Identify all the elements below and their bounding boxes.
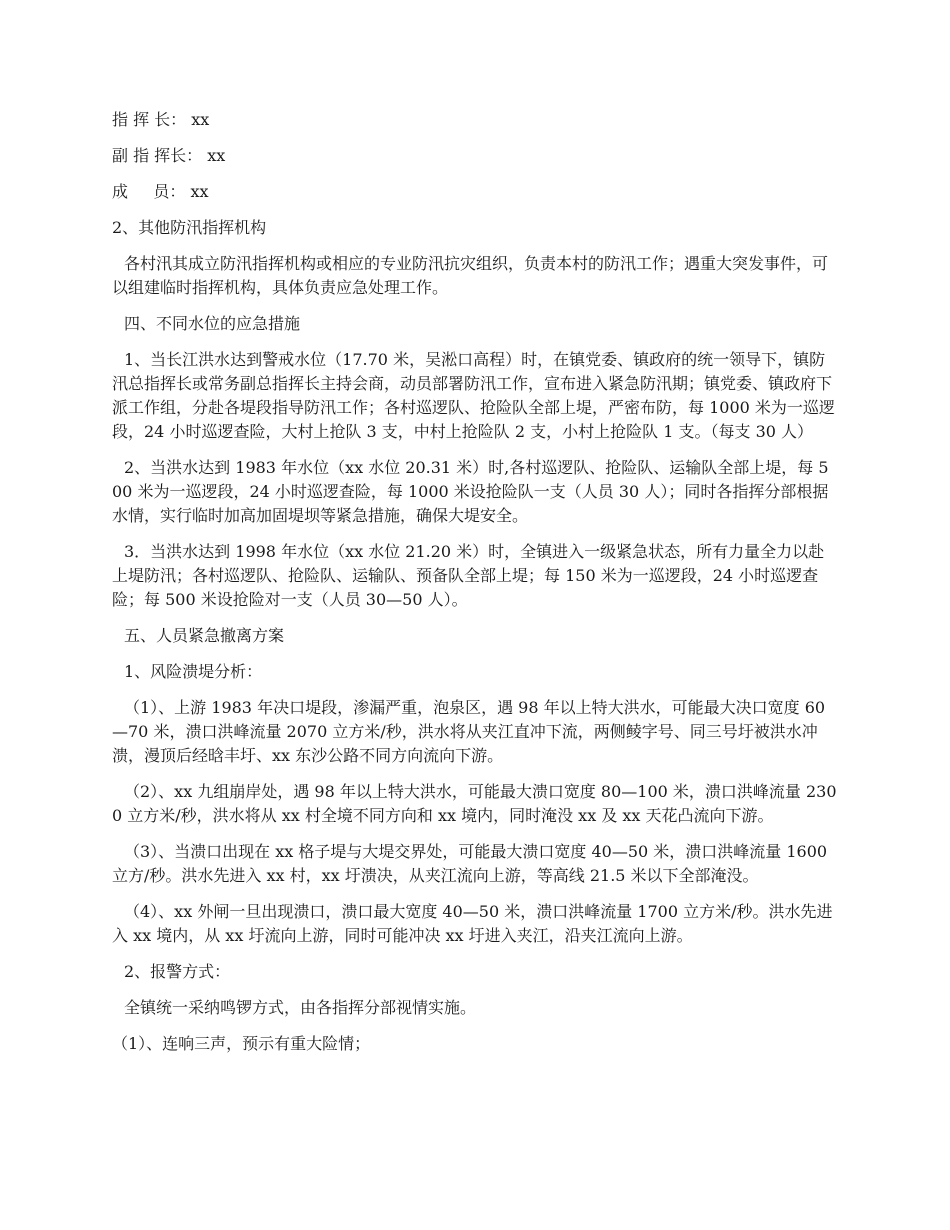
members-line: 成 员： xx — [112, 182, 209, 201]
deputy-commander-line: 副 指 挥长： xx — [112, 146, 226, 165]
paragraph: 3．当洪水达到 1998 年水位（xx 水位 21.20 米）时，全镇进入一级紧急状态，所有力量全力以赴上堤防汛；各村巡逻队、抢险队、运输队、预备队全部上堤；每 150 米为一巡逻段，24 小时巡逻查险；每 500 米设抢险对一支（人员 30—50 人）。 — [112, 542, 825, 609]
paragraph: （2）、xx 九组崩岸处，遇 98 年以上特大洪水，可能最大溃口宽度 80—100 米，溃口洪峰流量 2300 立方米/秒，洪水将从 xx 村全境不同方向和 xx 境内，同时淹没 xx 及 xx 天花凸流向下游。 — [112, 782, 837, 825]
paragraph: （1）、上游 1983 年决口堤段，渗漏严重，泡泉区，遇 98 年以上特大洪水，可能最大决口宽度 60—70 米，溃口洪峰流量 2070 立方米/秒，洪水将从夹江直冲下流，两侧鲮字号、同三号圩被洪水冲溃，漫顶后经晗丰圩、xx 东沙公路不同方向流向下游。 — [112, 698, 826, 765]
paragraph: 1、当长江洪水达到警戒水位（17.70 米，吴淞口高程）时，在镇党委、镇政府的统一领导下，镇防汛总指挥长或常务副总指挥长主持会商，动员部署防汛工作，宣布进入紧急防汛期；镇党委、镇政府下派工作组，分赴各堤段指导防汛工作；各村巡逻队、抢险队全部上堤，严密布防，每 1000 米为一巡逻段，24 小时巡逻查险，大村上抢队 3 支，中村上抢险队 2 支，小村上抢险队 1 支。（每支 30 人） — [112, 350, 835, 441]
document-page — [112, 108, 838, 1068]
section-heading: 五、人员紧急撤离方案 — [124, 626, 285, 645]
paragraph: 2、当洪水达到 1983 年水位（xx 水位 20.31 米）时,各村巡逻队、抢险队、运输队全部上堤，每 500 米为一巡逻段，24 小时巡逻查险，每 1000 米设抢险队一支（人员 30 人）；同时各指挥分部根据水情，实行临时加高加固堤坝等紧急措施，确保大堤安全。 — [112, 458, 829, 525]
list-item: （1）、连响三声，预示有重大险情； — [112, 1034, 371, 1053]
commander-line: 指 挥 长： xx — [112, 110, 210, 129]
paragraph: （4）、xx 外闸一旦出现溃口，溃口最大宽度 40—50 米，溃口洪峰流量 1700 立方米/秒。洪水先进入 xx 境内，从 xx 圩流向上游，同时可能冲决 xx 圩进入夹江，沿夹江流向上游。 — [112, 902, 833, 945]
paragraph: 各村汛其成立防汛指挥机构或相应的专业防汛抗灾组织，负责本村的防汛工作；遇重大突发事件，可以组建临时指挥机构，具体负责应急处理工作。 — [112, 254, 829, 297]
section-heading: 四、不同水位的应急措施 — [124, 314, 301, 333]
paragraph: （3）、当溃口出现在 xx 格子堤与大堤交界处，可能最大溃口宽度 40—50 米，溃口洪峰流量 1600 立方/秒。洪水先进入 xx 村，xx 圩溃决，从夹江流向上游，等高线 21.5 米以下全部淹没。 — [112, 842, 833, 885]
subsection-heading: 1、风险溃堤分析： — [124, 662, 263, 681]
section-heading: 2、其他防汛指挥机构 — [112, 218, 267, 237]
subsection-heading: 2、报警方式： — [124, 962, 231, 981]
paragraph: 全镇统一采纳鸣锣方式，由各指挥分部视情实施。 — [124, 998, 477, 1017]
